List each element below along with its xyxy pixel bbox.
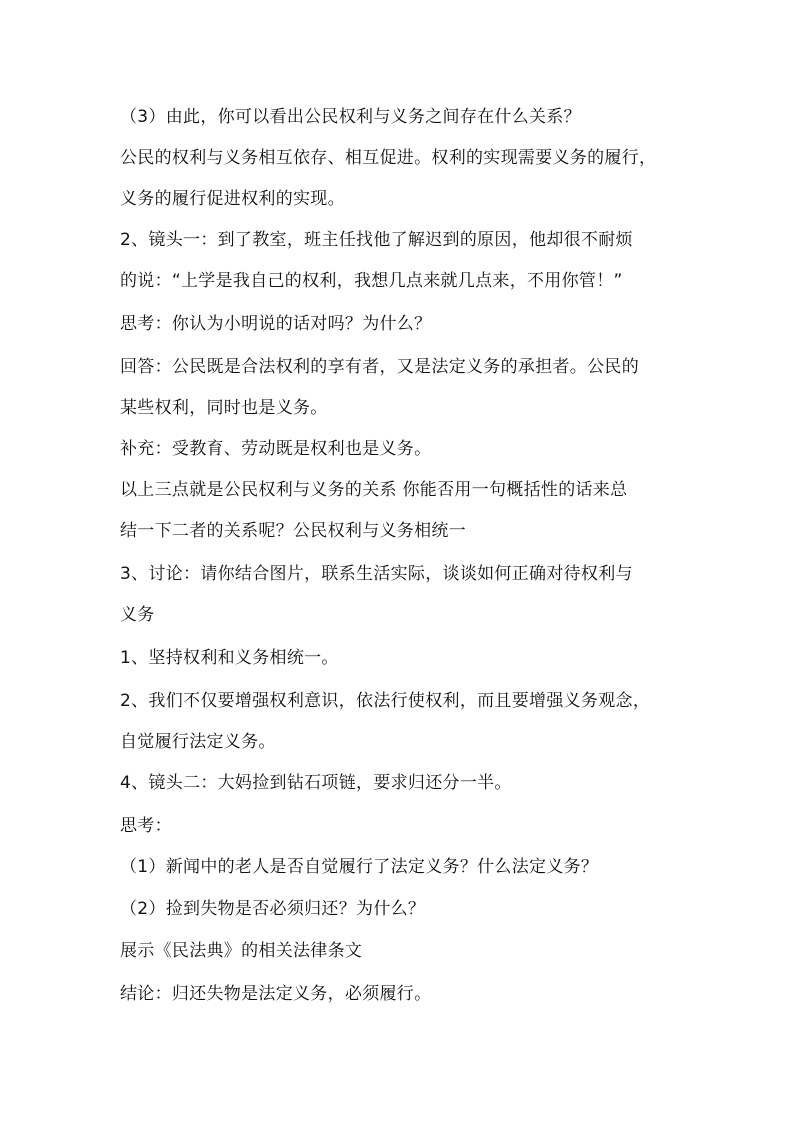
- text-line: 思考：: [120, 816, 172, 836]
- text-line: 以上三点就是公民权利与义务的关系 你能否用一句概括性的话来总: [120, 480, 628, 500]
- text-line: 自觉履行法定义务。: [120, 732, 276, 752]
- text-line: （1）新闻中的老人是否自觉履行了法定义务？什么法定义务？: [120, 857, 599, 877]
- text-line: 4、镜头二：大妈捡到钻石项链，要求归还分一半。: [120, 773, 512, 793]
- text-line: 公民的权利与义务相互依存、相互促进。权利的实现需要义务的履行，: [120, 148, 657, 168]
- text-line: 1、坚持权利和义务相统一。: [120, 648, 339, 668]
- text-line: 的说：“上学是我自己的权利，我想几点来就几点来，不用你管！”: [120, 271, 623, 291]
- text-line: 2、镜头一：到了教室，班主任找他了解迟到的原因，他却很不耐烦: [120, 230, 633, 250]
- text-line: 结一下二者的关系呢？公民权利与义务相统一: [120, 521, 466, 541]
- text-line: 补充：受教育、劳动既是权利也是义务。: [120, 439, 432, 459]
- text-line: （3）由此，你可以看出公民权利与义务之间存在什么关系？: [120, 107, 581, 127]
- text-line: 思考：你认为小明说的话对吗？为什么？: [120, 314, 432, 334]
- text-line: 展示《民法典》的相关法律条文: [120, 941, 363, 961]
- text-line: 结论：归还失物是法定义务，必须履行。: [120, 984, 432, 1004]
- text-line: 义务: [120, 605, 155, 625]
- text-line: （2）捡到失物是否必须归还？为什么？: [120, 899, 426, 919]
- text-line: 义务的履行促进权利的实现。: [120, 189, 345, 209]
- text-line: 某些权利，同时也是义务。: [120, 398, 328, 418]
- text-line: 回答：公民既是合法权利的享有者，又是法定义务的承担者。公民的: [120, 357, 639, 377]
- text-line: 2、我们不仅要增强权利意识，依法行使权利，而且要增强义务观念，: [120, 691, 651, 711]
- text-line: 3、讨论：请你结合图片，联系生活实际，谈谈如何正确对待权利与: [120, 564, 633, 584]
